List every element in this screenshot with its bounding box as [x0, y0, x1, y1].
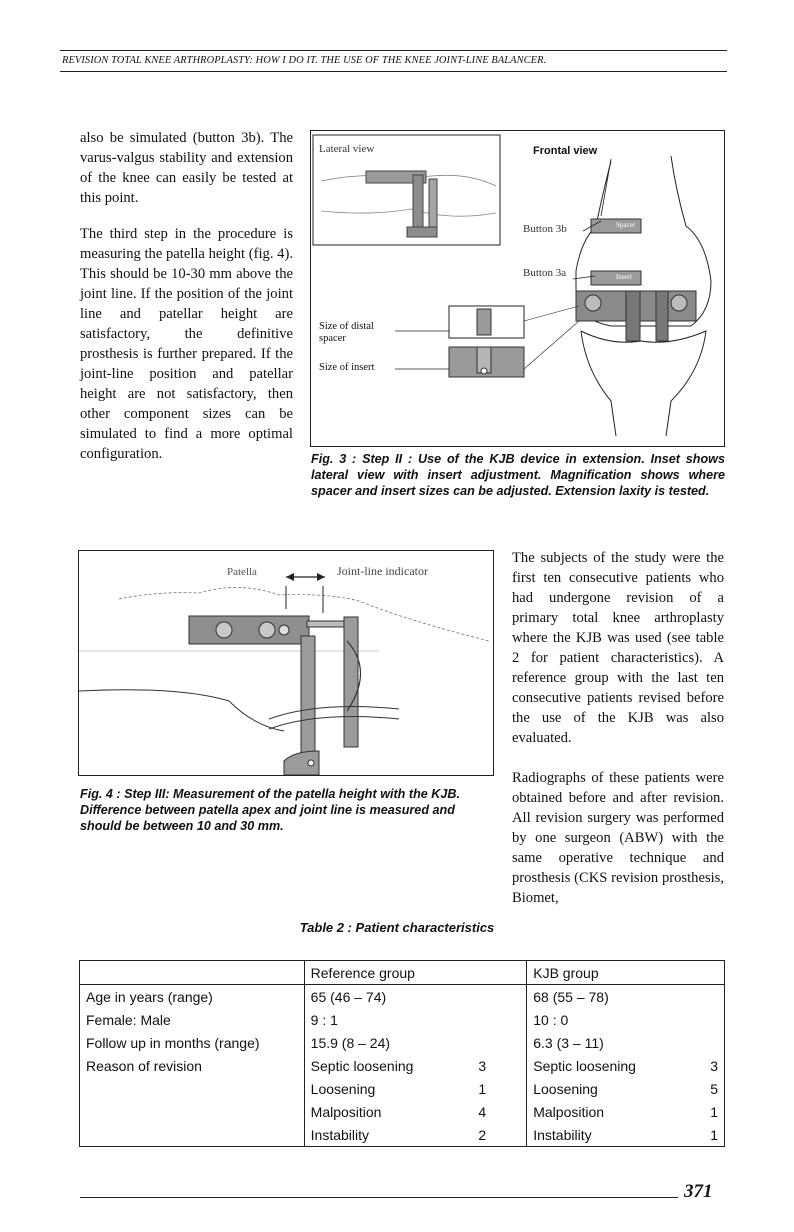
table-row: [80, 1077, 725, 1100]
table-cell: 3: [710, 1057, 718, 1074]
figure-3-caption: Fig. 3 : Step II : Use of the KJB device in extension. Inset shows lateral view with insert adjustment. Magnification shows where spacer and insert sizes can be adjusted. Extension laxity is tested.: [311, 452, 725, 498]
table-cell: 5: [710, 1080, 718, 1097]
paragraph: The subjects of the study were the first ten consecutive patients who had undergone revision of a primary total knee arthroplasty where the KJB was used (see table 2 for patient characteristics). A reference group with the last ten consecutive patients revised before the use of the KJB was also evaluated.: [512, 550, 724, 746]
figure-4-illustration: [79, 551, 493, 775]
patella-label: Patella: [227, 566, 257, 578]
table-cell: Loosening: [310, 1080, 376, 1097]
table-cell: Loosening: [533, 1080, 598, 1097]
table-row: [80, 1123, 725, 1147]
table-row: [80, 1100, 725, 1123]
inset-label: Lateral view: [319, 143, 375, 155]
frontal-view-label: Frontal view: [533, 145, 598, 157]
table-header-cell: [695, 961, 725, 985]
table-cell: [695, 1008, 725, 1031]
paragraph: also be simulated (button 3b). The varus-valgus stability and extension of the knee can easily be tested at this point.: [80, 130, 293, 206]
table-2-title: Table 2 : Patient characteristics: [299, 920, 495, 935]
table-row: [80, 1031, 725, 1054]
running-title: REVISION TOTAL KNEE ARTHROPLASTY: HOW I DO IT. THE USE OF THE KNEE JOINT-LINE BALANCER.: [62, 55, 547, 66]
figure-3: [310, 130, 725, 447]
table-cell: Instability: [533, 1126, 592, 1143]
table-cell: [695, 985, 725, 1009]
running-header: [60, 50, 727, 72]
table-cell: Female: Male: [80, 1008, 305, 1031]
table-row: [80, 1054, 725, 1077]
table-cell: Reason of revision: [80, 1054, 305, 1077]
table-cell: Septic loosening: [533, 1057, 636, 1074]
table-row: [80, 1008, 725, 1031]
table-cell: [80, 1123, 305, 1147]
figure-4: [78, 550, 494, 776]
paragraph: The third step in the procedure is measuring the patella height (fig. 4). This should be 10-30 mm above the joint line. If the position of the joint line and patellar height are satisfactory, the definitive prosthesis is further prepared. If the joint-line position and patellar height are not satisfactory, then other component sizes can be simulated to find a more optimal configuration.: [80, 226, 293, 462]
table-cell: Instability: [310, 1126, 370, 1143]
table-cell: 2: [472, 1123, 526, 1147]
table-cell: 10 : 0: [533, 1011, 569, 1028]
table-header-row: [80, 961, 725, 985]
figure-3-illustration: [311, 131, 724, 446]
paragraph: Radiographs of these patients were obtained before and after revision. All revision surgery was performed by one surgeon (ABW) with the same operative technique and prosthesis (CKS revision prosthesis, Biomet,: [512, 770, 724, 906]
table-cell: 3: [472, 1054, 526, 1077]
table-cell: 6.3 (3 – 11): [533, 1034, 604, 1051]
insert-tag: Insert: [616, 273, 632, 281]
table-cell: 1: [472, 1077, 526, 1100]
button-3b-label: Button 3b: [523, 223, 567, 235]
table-cell: 9 : 1: [310, 1011, 338, 1028]
patient-characteristics-table: [79, 960, 725, 1147]
table-cell: Malposition: [310, 1103, 382, 1120]
table-cell: [472, 1031, 526, 1054]
left-text-column: [80, 128, 293, 480]
table-cell: Age in years (range): [80, 985, 305, 1009]
size-insert-label: Size of insert: [319, 362, 375, 373]
table-row: [80, 985, 725, 1009]
spacer-tag: Spacer: [616, 221, 636, 229]
table-cell: [695, 1031, 725, 1054]
table-header-cell: KJB group: [527, 961, 695, 985]
table-cell: 68 (55 – 78): [533, 988, 609, 1005]
right-text-column: [512, 548, 724, 928]
figure-4-caption: Fig. 4 : Step III: Measurement of the patella height with the KJB. Difference between patella apex and joint line is measured and should be between 10 and 30 mm.: [80, 787, 460, 833]
table-cell: 15.9 (8 – 24): [310, 1034, 391, 1051]
table-cell: 1: [710, 1126, 718, 1143]
table-cell: 4: [472, 1100, 526, 1123]
button-3a-label: Button 3a: [523, 267, 567, 279]
table-cell: Septic loosening: [310, 1057, 414, 1074]
footer-rule: [80, 1197, 678, 1198]
table-cell: Follow up in months (range): [80, 1031, 305, 1054]
table-cell: [472, 1008, 526, 1031]
table-cell: [80, 1100, 305, 1123]
table-header-cell: [472, 961, 526, 985]
table-cell: 65 (46 – 74): [310, 988, 387, 1005]
table-header-cell: [80, 961, 305, 985]
table-cell: [472, 985, 526, 1009]
table-cell: [80, 1077, 305, 1100]
page-number: 371: [684, 1181, 713, 1202]
table-cell: Malposition: [533, 1103, 605, 1120]
table-cell: 1: [710, 1103, 718, 1120]
table-header-cell: Reference group: [304, 961, 472, 985]
size-distal-spacer-label: Size of distal spacer: [319, 321, 374, 344]
joint-line-indicator-label: Joint-line indicator: [337, 564, 428, 578]
